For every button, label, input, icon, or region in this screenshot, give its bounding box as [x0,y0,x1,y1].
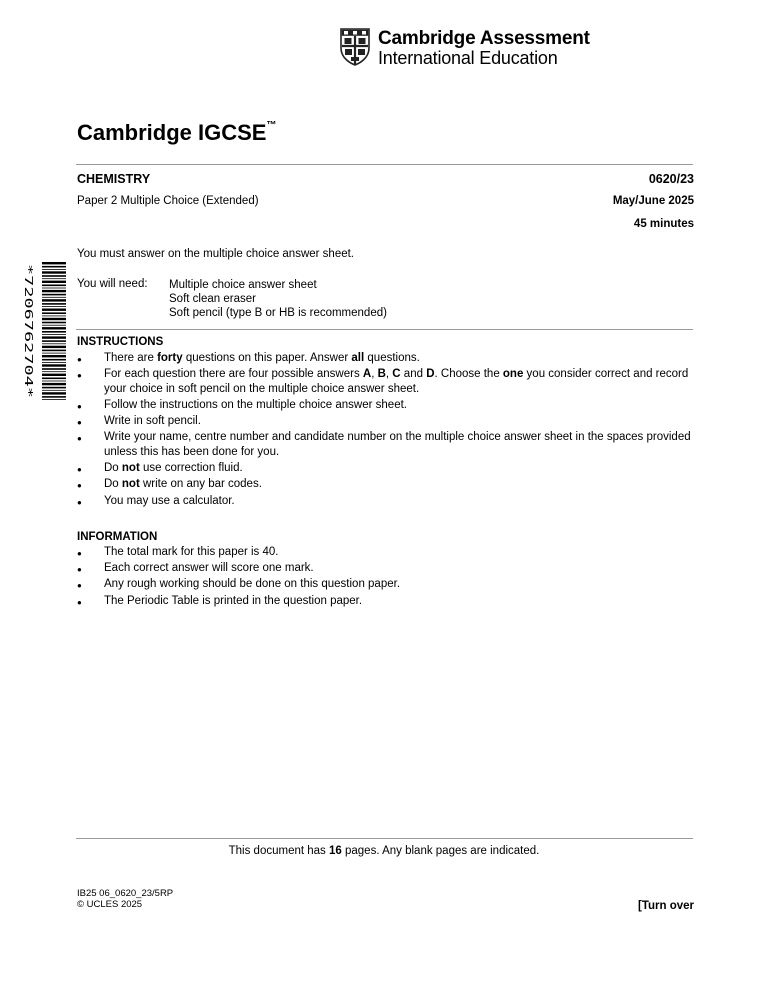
bullet-icon: ● [77,565,82,575]
text-run: Follow the instructions on the multiple choice answer sheet. [104,398,407,411]
materials-label: You will need: [77,278,148,290]
text-run: You may use a calculator. [104,494,235,507]
barcode-bar [42,381,66,382]
list-item [77,494,697,509]
text-run: , [385,368,393,381]
emphasis: all [351,352,365,364]
list-item [77,561,697,576]
materials-item: Soft clean eraser [169,293,256,305]
emphasis: one [502,368,524,381]
barcode-bar [42,362,66,363]
paper-title: Paper 2 Multiple Choice (Extended) [77,195,259,207]
list-item [77,461,697,476]
barcode-number: *7206762704* [22,264,34,340]
text-run: pages. Any blank pages are indicated. [341,845,540,857]
barcode-bar [42,266,66,268]
barcode-bar [42,269,66,270]
text-run: and [400,368,427,381]
materials-list [169,278,387,320]
barcode-bar [42,275,66,277]
information-list [77,545,697,610]
copyright: © UCLES 2025 [77,899,143,910]
barcode-bar [42,334,66,335]
text-run: Any rough working should be done on this question paper. [104,578,401,591]
emphasis: D [426,368,435,381]
barcode-bar [42,355,66,357]
bullet-icon: ● [77,371,82,381]
barcode-bar [42,297,66,298]
text-run: questions. [364,352,420,364]
list-item [77,477,697,492]
barcode-bar [42,374,66,376]
text-run: There are [104,352,158,364]
header-divider [76,164,693,165]
barcode-bar [42,353,66,354]
text-run: . Choose the [434,368,503,381]
barcode-bar [42,331,66,333]
barcode-bar [42,399,66,400]
barcode-bar [42,288,66,289]
barcode-bar [42,322,66,324]
barcode-bar [42,343,66,344]
list-item [77,545,697,560]
barcode-bar [42,340,66,342]
information-heading: INFORMATION [77,531,158,543]
reference-code: IB25 06_0620_23/5RP [77,888,174,899]
barcode-bar [42,312,66,314]
bullet-icon: ● [77,465,82,475]
list-item [77,398,697,413]
logo-line2: International Education [378,48,558,68]
list-item [77,414,697,429]
bullet-icon: ● [77,581,82,591]
turn-over-label: [Turn over [637,900,694,912]
logo-line1: Cambridge Assessment [378,28,590,49]
emphasis: not [121,478,140,491]
qualification-title [77,120,276,146]
list-item [77,351,697,366]
barcode-bar [42,383,66,385]
text-run: The Periodic Table is printed in the question paper. [104,594,363,607]
barcode-bar [42,285,66,287]
list-item [77,430,697,459]
bullet-icon: ● [77,418,82,428]
barcode-bar [42,271,66,273]
bullet-icon: ● [77,401,82,411]
list-item [77,577,697,592]
text-run: use correction fluid. [139,462,243,475]
text-run: The total mark for this paper is 40. [104,546,279,558]
bullet-icon: ● [77,481,82,491]
barcode-bar [42,336,66,338]
materials-item: Soft pencil (type B or HB is recommended) [169,307,387,319]
qualification-name: Cambridge IGCSE [77,120,267,145]
bullet-icon: ● [77,549,82,558]
barcode-bar [42,281,66,283]
barcode-bar [42,371,66,372]
emphasis: A [362,368,372,381]
barcode-bar [42,303,66,305]
barcode-bar [42,299,66,301]
list-item [77,594,697,609]
emphasis: 16 [329,845,342,857]
text-run: Do [104,462,122,475]
section-divider [76,329,693,330]
emphasis: forty [157,352,183,364]
bullet-icon: ● [77,355,82,364]
barcode-bar [42,364,66,366]
text-run: This document has [228,845,329,857]
paper-code: 0620/23 [648,172,694,186]
barcode-bar [42,392,66,394]
barcode-bar [42,318,66,320]
emphasis: not [121,462,140,475]
text-run: Write in soft pencil. [104,415,201,428]
subject-name: CHEMISTRY [77,172,151,186]
barcode-bar [42,278,66,279]
barcode-bar [42,316,66,317]
barcode-bar [42,290,66,292]
barcode-bar [42,346,66,348]
text-run: questions on this paper. Answer [182,352,352,364]
exam-session: May/June 2025 [612,195,694,207]
bullet-icon: ● [77,434,82,444]
text-run: For each question there are four possible answers [104,368,363,381]
list-item [77,367,697,396]
barcode-bar [42,378,66,380]
answer-instruction: You must answer on the multiple choice answer sheet. [77,248,355,260]
text-run: , [371,368,378,381]
cambridge-logo [340,28,590,70]
page-count-note [0,845,768,857]
barcode-bar [42,387,66,389]
materials-item: Multiple choice answer sheet [169,279,317,291]
emphasis: B [377,368,386,381]
text-run: write on any bar codes. [139,478,262,491]
text-run: Write your name, centre number and candidate number on the multiple choice answer sheet in the spaces provided unless this has been done for you. [104,431,691,458]
document-reference [77,888,173,910]
text-run: you consider correct and record your choice in soft pencil on the multiple choice answer sheet. [104,368,689,395]
text-run: Each correct answer will score one mark. [104,562,314,575]
exam-duration: 45 minutes [633,218,694,230]
emphasis: C [392,368,401,381]
bullet-icon: ● [77,597,82,607]
barcode-bar [42,327,66,329]
instructions-list [77,351,697,510]
barcode-bar [42,359,66,361]
barcode-bar [42,294,66,296]
barcode-bar [42,325,66,326]
barcode-bar [42,306,66,307]
barcode-bar [42,350,66,352]
barcode-bar [42,262,66,264]
bullet-icon: ● [77,497,82,507]
trademark-symbol: ™ [266,119,277,131]
barcode-bar [42,309,66,311]
shield-icon [340,28,370,66]
text-run: Do [104,478,122,491]
candidate-barcode [22,262,68,402]
barcode-bar [42,396,66,398]
instructions-heading: INSTRUCTIONS [77,336,164,348]
footer-divider [76,838,693,839]
barcode-bar [42,368,66,370]
barcode-bar [42,390,66,391]
